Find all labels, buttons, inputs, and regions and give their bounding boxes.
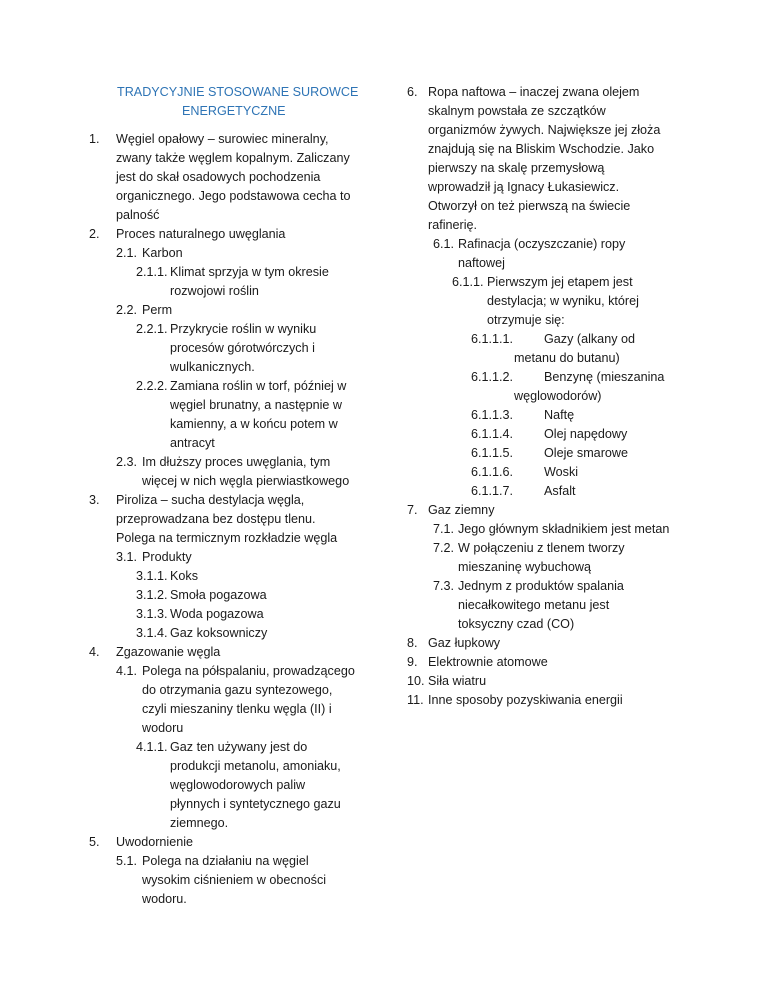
left-item-continuation: kamienny, a w końcu potem w <box>170 417 338 431</box>
right-item-number: 7.1. <box>433 522 455 536</box>
right-item-number: 6.1. <box>433 237 455 251</box>
right-item-number: 7. <box>407 503 418 517</box>
right-item-text: Jednym z produktów spalania <box>458 579 624 593</box>
right-item-number: 6.1.1.5. <box>471 446 514 460</box>
right-item-text: Pierwszym jej etapem jest <box>487 275 633 289</box>
right-item-text: Gazy (alkany od <box>544 332 635 346</box>
right-item-continuation: rafinerię. <box>428 218 477 232</box>
left-item-number: 2.1.1. <box>136 265 168 279</box>
right-item-continuation: pierwszy na skalę przemysłową <box>428 161 605 175</box>
left-item-number: 4. <box>89 645 100 659</box>
left-item-continuation: węglowodorowych paliw <box>170 778 306 792</box>
left-item-number: 2.2.1. <box>136 322 168 336</box>
right-item-number: 10. <box>407 674 425 688</box>
left-item-text: Smoła pogazowa <box>170 588 267 602</box>
left-item-text: Przykrycie roślin w wyniku <box>170 322 317 336</box>
left-item-number: 4.1.1. <box>136 740 168 754</box>
right-item-text: Naftę <box>544 408 575 422</box>
left-item-continuation: więcej w nich węgla pierwiastkowego <box>142 474 350 488</box>
left-item-text: Koks <box>170 569 198 583</box>
right-item-text: Ropa naftowa – inaczej zwana olejem <box>428 85 640 99</box>
right-item-text: Woski <box>544 465 579 479</box>
left-item-continuation: rozwojowi roślin <box>170 284 259 298</box>
left-item-text: Im dłuższy proces uwęglania, tym <box>142 455 331 469</box>
right-item-text: Siła wiatru <box>428 674 487 688</box>
left-item-continuation: ziemnego. <box>170 816 229 830</box>
left-item-number: 2.2. <box>116 303 138 317</box>
left-item-continuation: wysokim ciśnieniem w obecności <box>142 873 327 887</box>
left-item-text: Gaz koksowniczy <box>170 626 268 640</box>
left-item-continuation: jest do skał osadowych pochodzenia <box>116 170 321 184</box>
right-item-text: Gaz łupkowy <box>428 636 501 650</box>
right-item-text: Gaz ziemny <box>428 503 495 517</box>
right-item-continuation: organizmów żywych. Największe jej złoża <box>428 123 661 137</box>
right-item-number: 11. <box>407 693 424 707</box>
left-item-continuation: Polega na termicznym rozkładzie węgla <box>116 531 338 545</box>
right-item-number: 6.1.1.6. <box>471 465 514 479</box>
left-item-text: Węgiel opałowy – surowiec mineralny, <box>116 132 329 146</box>
left-item-number: 3.1. <box>116 550 138 564</box>
left-item-number: 3.1.1. <box>136 569 168 583</box>
right-item-number: 6.1.1. <box>452 275 484 289</box>
left-item-continuation: przeprowadzana bez dostępu tlenu. <box>116 512 316 526</box>
right-item-text: Rafinacja (oczyszczanie) ropy <box>458 237 626 251</box>
right-item-continuation: metanu do butanu) <box>514 351 620 365</box>
left-item-continuation: wulkanicznych. <box>170 360 255 374</box>
left-item-continuation: antracyt <box>170 436 215 450</box>
left-item-text: Perm <box>142 303 173 317</box>
right-item-continuation: niecałkowitego metanu jest <box>458 598 610 612</box>
right-item-text: Elektrownie atomowe <box>428 655 548 669</box>
left-item-continuation: organicznego. Jego podstawowa cecha to <box>116 189 351 203</box>
left-item-continuation: wodoru <box>142 721 184 735</box>
left-item-continuation: węgiel brunatny, a następnie w <box>170 398 342 412</box>
left-item-text: Piroliza – sucha destylacja węgla, <box>116 493 305 507</box>
document-title-line-2: ENERGETYCZNE <box>182 104 286 118</box>
left-item-text: Zgazowanie węgla <box>116 645 221 659</box>
right-item-continuation: węglowodorów) <box>514 389 602 403</box>
left-item-continuation: wodoru. <box>142 892 187 906</box>
right-item-text: Inne sposoby pozyskiwania energii <box>428 693 623 707</box>
left-item-number: 4.1. <box>116 664 138 678</box>
right-item-text: Benzynę (mieszanina <box>544 370 665 384</box>
left-item-continuation: czyli mieszaniny tlenku węgla (II) i <box>142 702 332 716</box>
left-item-number: 2.3. <box>116 455 138 469</box>
left-item-continuation: płynnych i syntetycznego gazu <box>170 797 341 811</box>
left-item-number: 3.1.2. <box>136 588 168 602</box>
right-item-number: 8. <box>407 636 418 650</box>
left-item-number: 5. <box>89 835 100 849</box>
right-item-text: Olej napędowy <box>544 427 628 441</box>
document-title-line-1: TRADYCYJNIE STOSOWANE SUROWCE <box>117 85 359 99</box>
left-item-number: 3.1.3. <box>136 607 168 621</box>
right-item-number: 6.1.1.1. <box>471 332 514 346</box>
right-item-text: Oleje smarowe <box>544 446 628 460</box>
right-item-continuation: destylacja; w wyniku, której <box>487 294 639 308</box>
right-item-text: Asfalt <box>544 484 576 498</box>
right-item-continuation: skalnym powstała ze szczątków <box>428 104 606 118</box>
right-item-continuation: mieszaninę wybuchową <box>458 560 592 574</box>
right-item-number: 7.3. <box>433 579 455 593</box>
right-item-continuation: toksyczny czad (CO) <box>458 617 575 631</box>
left-item-number: 3.1.4. <box>136 626 168 640</box>
left-item-text: Uwodornienie <box>116 835 194 849</box>
right-item-number: 9. <box>407 655 418 669</box>
left-item-number: 2.1. <box>116 246 138 260</box>
left-item-number: 2.2.2. <box>136 379 168 393</box>
left-item-text: Zamiana roślin w torf, później w <box>170 379 347 393</box>
left-item-text: Proces naturalnego uwęglania <box>116 227 286 241</box>
right-item-number: 6.1.1.2. <box>471 370 514 384</box>
left-item-text: Polega na półspalaniu, prowadzącego <box>142 664 355 678</box>
right-item-text: Jego głównym składnikiem jest metan <box>458 522 670 536</box>
left-item-number: 3. <box>89 493 100 507</box>
right-item-continuation: otrzymuje się: <box>487 313 565 327</box>
left-item-number: 2. <box>89 227 100 241</box>
right-item-continuation: Otworzył on też pierwszą na świecie <box>428 199 631 213</box>
left-item-text: Polega na działaniu na węgiel <box>142 854 309 868</box>
left-item-text: Woda pogazowa <box>170 607 264 621</box>
right-item-number: 6.1.1.7. <box>471 484 514 498</box>
left-item-continuation: produkcji metanolu, amoniaku, <box>170 759 341 773</box>
left-item-continuation: palność <box>116 208 160 222</box>
left-item-text: Gaz ten używany jest do <box>170 740 308 754</box>
left-item-continuation: procesów górotwórczych i <box>170 341 315 355</box>
left-item-text: Klimat sprzyja w tym okresie <box>170 265 329 279</box>
left-item-number: 5.1. <box>116 854 138 868</box>
left-item-continuation: do otrzymania gazu syntezowego, <box>142 683 333 697</box>
right-item-number: 6.1.1.3. <box>471 408 514 422</box>
left-item-text: Karbon <box>142 246 183 260</box>
left-item-number: 1. <box>89 132 100 146</box>
right-item-continuation: naftowej <box>458 256 505 270</box>
left-item-continuation: zwany także węglem kopalnym. Zaliczany <box>116 151 350 165</box>
right-item-number: 6.1.1.4. <box>471 427 514 441</box>
left-item-text: Produkty <box>142 550 192 564</box>
right-item-number: 7.2. <box>433 541 455 555</box>
right-item-number: 6. <box>407 85 418 99</box>
right-item-continuation: znajdują się na Bliskim Wschodzie. Jako <box>428 142 655 156</box>
right-item-text: W połączeniu z tlenem tworzy <box>458 541 625 555</box>
right-item-continuation: wprowadził ją Ignacy Łukasiewicz. <box>428 180 620 194</box>
